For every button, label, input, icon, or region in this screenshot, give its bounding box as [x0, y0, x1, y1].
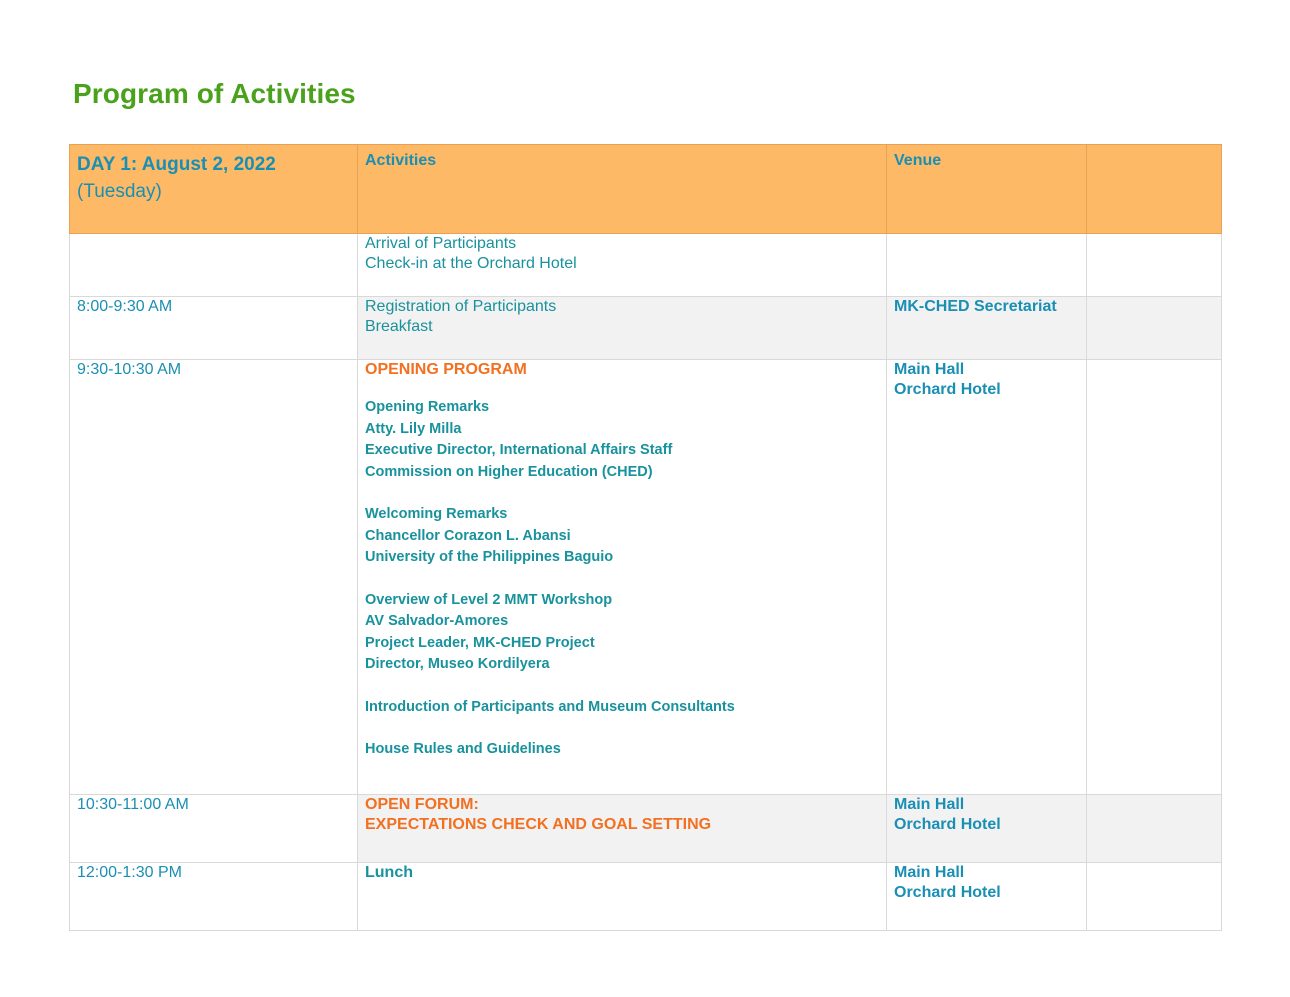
activity-line: Opening Remarks — [365, 399, 490, 415]
time-text: 10:30-11:00 AM — [77, 796, 189, 813]
venue-line: Orchard Hotel — [894, 381, 1001, 398]
extra-cell — [1087, 234, 1222, 297]
venue-cell — [887, 360, 1087, 795]
activity-line: Welcoming Remarks — [365, 506, 508, 522]
activity-line: Breakfast — [365, 318, 433, 335]
activity-line: AV Salvador-Amores — [365, 613, 509, 629]
activity-line: Commission on Higher Education (CHED) — [365, 463, 653, 480]
activity-line: Director, Museo Kordilyera — [365, 656, 550, 672]
table-row — [70, 863, 1222, 931]
time-cell — [70, 234, 358, 297]
venue-cell — [887, 795, 1087, 863]
activity-line: Lunch — [365, 864, 413, 881]
time-text: 12:00-1:30 PM — [77, 864, 182, 881]
activity-line: Overview of Level 2 MMT Workshop — [365, 591, 613, 608]
venue-line: Main Hall — [894, 361, 965, 378]
activity-line: Check-in at the Orchard Hotel — [365, 255, 577, 272]
activity-cell — [358, 863, 887, 931]
activity-line: Registration of Participants — [365, 298, 557, 315]
table-header-row — [70, 145, 1222, 234]
venue-line: MK-CHED Secretariat — [894, 298, 1057, 315]
activity-line: Introduction of Participants and Museum Consultants — [365, 698, 735, 715]
venue-header: Venue — [894, 152, 942, 169]
extra-cell — [1087, 360, 1222, 795]
venue-line: Orchard Hotel — [894, 884, 1001, 901]
extra-header-cell — [1087, 145, 1222, 234]
activity-line: University of the Philippines Baguio — [365, 549, 614, 565]
venue-line: Main Hall — [894, 796, 965, 813]
time-cell — [70, 297, 358, 360]
activities-header-cell — [358, 145, 887, 234]
time-text: 8:00-9:30 AM — [77, 298, 173, 315]
program-table — [69, 144, 1222, 931]
page-title: Program of Activities — [73, 78, 356, 109]
activity-line: Project Leader, MK-CHED Project — [365, 634, 595, 651]
venue-cell — [887, 863, 1087, 931]
activity-cell — [358, 360, 887, 795]
day-title: DAY 1: August 2, 2022 — [77, 154, 276, 175]
time-cell — [70, 863, 358, 931]
table-row — [70, 297, 1222, 360]
activities-header: Activities — [365, 152, 437, 169]
extra-cell — [1087, 795, 1222, 863]
activity-cell — [358, 795, 887, 863]
venue-line: Orchard Hotel — [894, 816, 1001, 833]
activity-line: Atty. Lily Milla — [365, 420, 462, 437]
activity-cell — [358, 297, 887, 360]
time-cell — [70, 795, 358, 863]
venue-line: Main Hall — [894, 864, 965, 881]
venue-cell — [887, 234, 1087, 297]
table-row — [70, 234, 1222, 297]
activity-line: Executive Director, International Affairs Staff — [365, 442, 673, 458]
extra-cell — [1087, 863, 1222, 931]
day-header-cell — [70, 145, 358, 234]
venue-cell — [887, 297, 1087, 360]
activity-cell — [358, 234, 887, 297]
extra-cell — [1087, 297, 1222, 360]
table-row — [70, 360, 1222, 795]
activity-line: Chancellor Corazon L. Abansi — [365, 527, 571, 544]
activity-line: House Rules and Guidelines — [365, 741, 561, 757]
time-text: 9:30-10:30 AM — [77, 361, 182, 378]
venue-header-cell — [887, 145, 1087, 234]
program-heading: OPENING PROGRAM — [365, 361, 527, 378]
time-cell — [70, 360, 358, 795]
day-weekday: (Tuesday) — [77, 181, 162, 202]
forum-heading: EXPECTATIONS CHECK AND GOAL SETTING — [365, 816, 712, 833]
table-row — [70, 795, 1222, 863]
activity-line: Arrival of Participants — [365, 235, 517, 252]
forum-heading: OPEN FORUM: — [365, 796, 479, 813]
